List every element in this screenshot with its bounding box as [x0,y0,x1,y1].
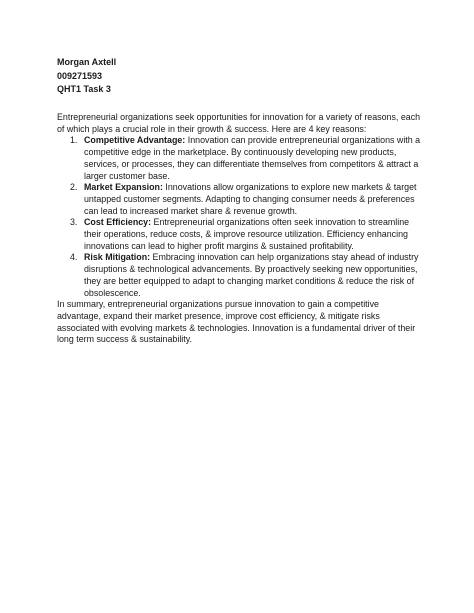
summary-paragraph: In summary, entrepreneurial organizations pursue innovation to gain a competitive advantage, expand their market presence, improve cost efficiency, & mitigate risks associated with evolving markets & technologies. Innovation is a fundamental driver of their long term success & sustainability. [57,299,416,345]
list-number: 2. [70,182,78,193]
reason-title: Market Expansion: [84,182,163,193]
list-number: 3. [70,217,78,228]
author-name: Morgan Axtell [57,57,117,67]
list-item [57,135,422,182]
reason-text: Innovation can provide entrepreneurial organizations with a competitive edge in the marketplace. By continuously developing new products, services, or processes, they can differentiate themselves from competitors & attract a larger customer base. [84,135,421,181]
document-header [57,56,116,97]
reason-title: Cost Efficiency: [84,217,152,228]
list-item [57,252,422,299]
list-item [57,217,422,252]
reason-title: Competitive Advantage: [84,135,186,146]
list-item [57,182,422,217]
list-number: 4. [70,252,78,263]
task-title: QHT1 Task 3 [57,84,111,95]
reason-text: Entrepreneurial organizations often seek innovation to streamline their operations, reduce costs, & improve resource utilization. Efficiency enhancing innovations can lead to higher profit margins & sustained profitability. [84,217,410,251]
reason-text: Embracing innovation can help organizations stay ahead of industry disruptions & technological advancements. By proactively seeking new opportunities, they are better equipped to adapt to changing market conditions & reduce the risk of obsolescence. [84,252,419,298]
list-number: 1. [70,135,78,146]
reasons-list [57,135,422,299]
student-id: 009271593 [57,70,103,81]
reason-text: Innovations allow organizations to explore new markets & target untapped customer segments. Adapting to changing consumer needs & preferences can lead to increased market share & revenue growth. [84,182,417,216]
reason-title: Risk Mitigation: [84,252,151,263]
intro-paragraph: Entrepreneurial organizations seek opportunities for innovation for a variety of reasons, each of which plays a crucial role in their growth & success. Here are 4 key reasons: [57,112,421,134]
document-body [57,112,422,346]
